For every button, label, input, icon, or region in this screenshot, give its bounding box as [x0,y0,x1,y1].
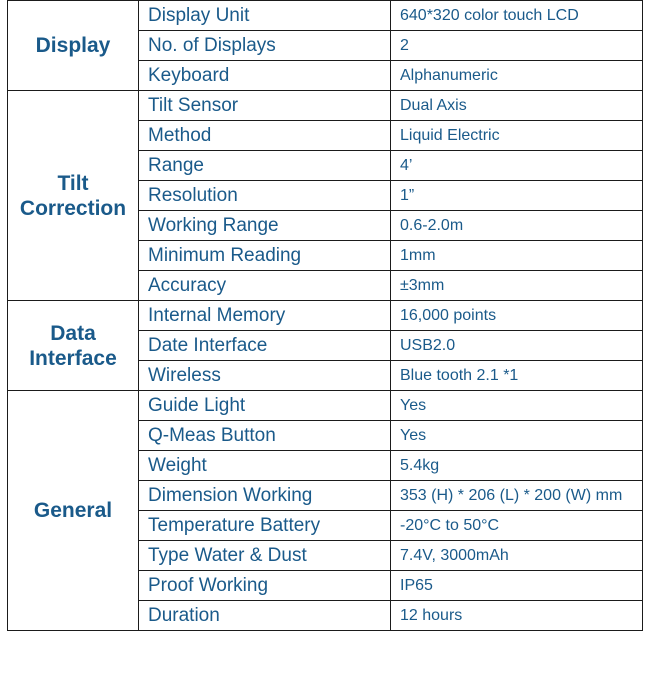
spec-label: Date Interface [139,331,391,361]
spec-value: -20°C to 50°C [391,511,643,541]
spec-label: Display Unit [139,1,391,31]
group-title-line: General [33,499,113,522]
spec-label: Tilt Sensor [139,91,391,121]
group-data-interface-title [8,301,139,391]
spec-value: ±3mm [391,271,643,301]
spec-value: 12 hours [391,601,643,631]
spec-value: USB2.0 [391,331,643,361]
spec-value: 16,000 points [391,301,643,331]
spec-label: Range [139,151,391,181]
spec-label: Accuracy [139,271,391,301]
spec-value: IP65 [391,571,643,601]
spec-table [7,0,643,631]
spec-value: 640*320 color touch LCD [391,1,643,31]
spec-value: 2 [391,31,643,61]
spec-label: Internal Memory [139,301,391,331]
group-display-title [8,1,139,91]
spec-label: Proof Working [139,571,391,601]
spec-value: Yes [391,391,643,421]
group-title-line: Interface [29,346,117,370]
spec-value: 7.4V, 3000mAh [391,541,643,571]
spec-label: Type Water & Dust [139,541,391,571]
table-row [8,391,643,421]
spec-value: 4’ [391,151,643,181]
spec-value: Alphanumeric [391,61,643,91]
spec-label: Dimension Working [139,481,391,511]
spec-value: 1” [391,181,643,211]
spec-value: 0.6-2.0m [391,211,643,241]
spec-value: 353 (H) * 206 (L) * 200 (W) mm [391,481,643,511]
group-tilt-correction-title [8,91,139,301]
group-title-line: Correction [19,196,127,220]
spec-label: Resolution [139,181,391,211]
table-row [8,301,643,331]
spec-label: No. of Displays [139,31,391,61]
spec-label: Duration [139,601,391,631]
spec-label: Wireless [139,361,391,391]
group-title-line: Data [50,321,96,345]
spec-value: Blue tooth 2.1 *1 [391,361,643,391]
spec-label: Q-Meas Button [139,421,391,451]
group-title-line: Tilt [57,171,89,195]
spec-label: Weight [139,451,391,481]
group-title-line: Display [35,34,111,57]
spec-value: 1mm [391,241,643,271]
spec-value: Yes [391,421,643,451]
spec-label: Minimum Reading [139,241,391,271]
spec-label: Guide Light [139,391,391,421]
spec-value: Liquid Electric [391,121,643,151]
spec-value: 5.4kg [391,451,643,481]
spec-value: Dual Axis [391,91,643,121]
table-row [8,91,643,121]
spec-label: Working Range [139,211,391,241]
table-row [8,1,643,31]
spec-label: Method [139,121,391,151]
spec-label: Temperature Battery [139,511,391,541]
group-general-title [8,391,139,631]
spec-label: Keyboard [139,61,391,91]
